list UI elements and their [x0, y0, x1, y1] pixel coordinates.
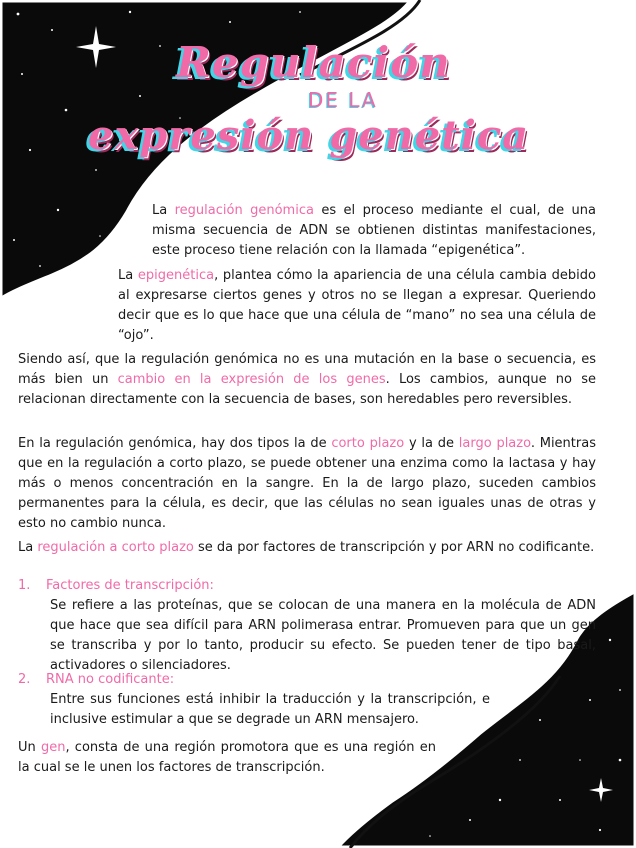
- highlight-term: regulación genómica: [174, 203, 314, 218]
- paragraph-cambio: Siendo así, que la regulación genómica no es una mutación en la base o secuencia, es más bien un cambio en la expresión de los genes. Los cambios, aunque no se relacionan directamente con la secuencia de bases, son heredables pero reversibles.: [18, 352, 596, 407]
- paragraph-corto-plazo: La regulación a corto plazo se da por factores de transcripción y por ARN no codificante.: [18, 540, 595, 555]
- title-line-2: expresión genética: [88, 112, 530, 159]
- list-item-body: Se refiere a las proteínas, que se colocan de una manera en la molécula de ADN que hace que sea difícil para ARN polimerasa entrar. Promueven para que un gen se transcriba y por lo tanto, producir su efecto. Se pueden tener de tipo basal, activadores o silenciadores.: [50, 598, 596, 673]
- highlight-term: gen: [40, 740, 66, 755]
- highlight-term: cambio en la expresión de los genes: [117, 372, 386, 387]
- list-item-title: 1. Factores de transcripción:: [18, 578, 214, 593]
- title-line-1: Regulación: [176, 38, 451, 87]
- highlight-term: regulación a corto plazo: [37, 540, 194, 555]
- paragraph-tipos: En la regulación genómica, hay dos tipos la de corto plazo y la de largo plazo. Mientras que en la regulación a corto plazo, se puede obtener una enzima como la lactasa y hay más o menos concentración en la sangre. En la de largo plazo, suceden cambios permanentes para la célula, es decir, que las células no sean iguales unas de otras y esto no cambio nunca.: [18, 436, 596, 531]
- paragraph-epigenetica: La epigenética, plantea cómo la apariencia de una célula cambia debido al expresarse ciertos genes y otros no se llegan a expresar. Queriendo decir que es lo que hace que una célula de “mano” no sea una célula de “ojo”.: [118, 268, 596, 343]
- paragraph-gen: Un gen, consta de una región promotora que es una región en la cual se le unen los factores de transcripción.: [18, 740, 436, 775]
- highlight-term: corto plazo: [331, 436, 405, 451]
- highlight-term: epigenética: [137, 268, 215, 283]
- highlight-term: largo plazo: [458, 436, 531, 451]
- list-item-title: 2. RNA no codificante:: [18, 672, 175, 687]
- title-connector: DE LA: [308, 88, 378, 112]
- paragraph-regulacion: La regulación genómica es el proceso mediante el cual, de una misma secuencia de ADN se obtienen distintas manifestaciones, este proceso tiene relación con la llamada “epigenética”.: [152, 203, 596, 258]
- list-item-body: Entre sus funciones está inhibir la traducción y la transcripción, e inclusive estimular a que se degrade un ARN mensajero.: [50, 692, 490, 727]
